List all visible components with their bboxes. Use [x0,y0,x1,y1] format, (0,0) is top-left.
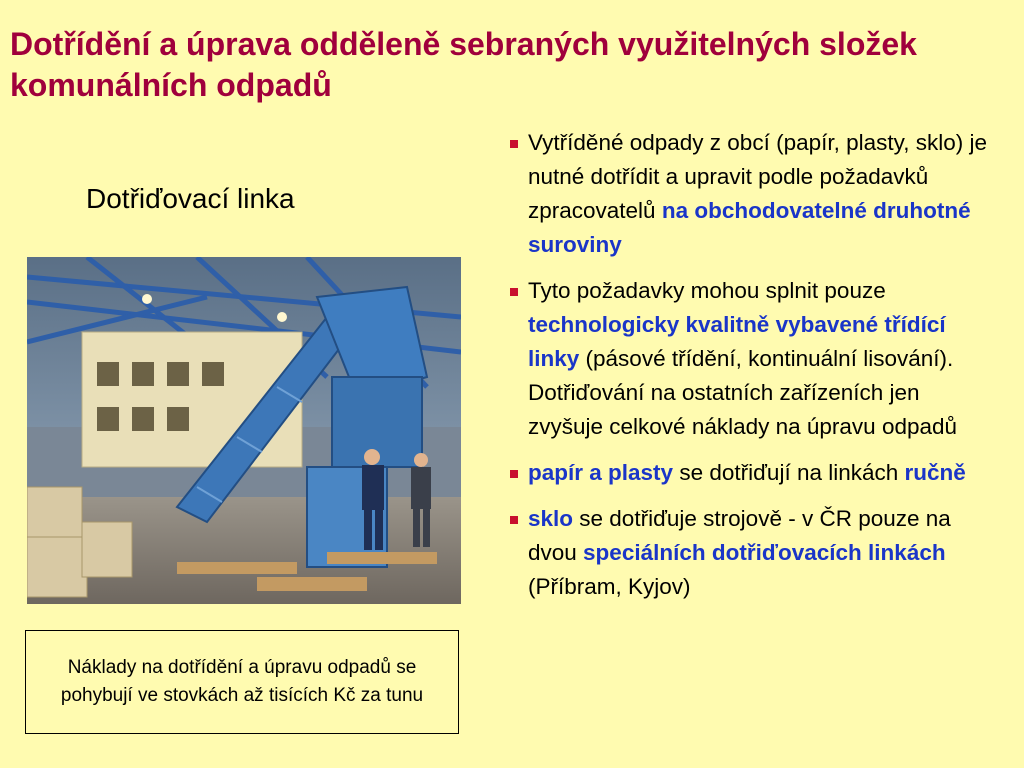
bullet-text: (pásové třídění, kontinuální lisování). Dotřiďování na ostatních zařízeních jen zvyšuje celkové náklady na úpravu odpadů [528,346,958,439]
bullet-item [510,456,990,490]
cost-note-text: Náklady na dotřídění a úpravu odpadů se pohybují ve stovkách až tisících Kč za tunu [60,657,424,706]
sorting-line-photo [27,257,461,604]
bullet-highlight: technologicky kvalitně vybavené třídící linky [528,312,946,371]
bullet-text: Vytříděné odpady z obcí (papír, plasty, sklo) je nutné dotřídit a upravit podle požadavků zpracovatelů [528,130,987,223]
bullet-item [510,502,990,604]
bullet-highlight: speciálních dotřiďovacích linkách [583,540,946,565]
square-bullet-icon [510,140,518,148]
photo-caption-heading: Dotřiďovací linka [86,183,295,214]
square-bullet-icon [510,288,518,296]
bullet-highlight: na obchodovatelné druhotné suroviny [528,198,971,257]
bullet-highlight: sklo [528,506,574,531]
bullet-highlight: papír a plasty [528,460,674,485]
bullet-text: Tyto požadavky mohou splnit pouze [528,278,886,303]
slide-title: Dotřídění a úprava odděleně sebraných využitelných složek komunálních odpadů [10,26,917,103]
bullet-text: se dotřiďuje strojově - v ČR pouze na dvou [528,506,951,565]
bullet-highlight: ručně [904,460,966,485]
cost-note-box [25,630,459,734]
bullet-item [510,274,990,444]
bullet-text: se dotřiďují na linkách [673,460,905,485]
bullet-text: (Příbram, Kyjov) [528,574,691,599]
square-bullet-icon [510,516,518,524]
bullet-list [510,126,990,616]
square-bullet-icon [510,470,518,478]
bullet-item [510,126,990,262]
